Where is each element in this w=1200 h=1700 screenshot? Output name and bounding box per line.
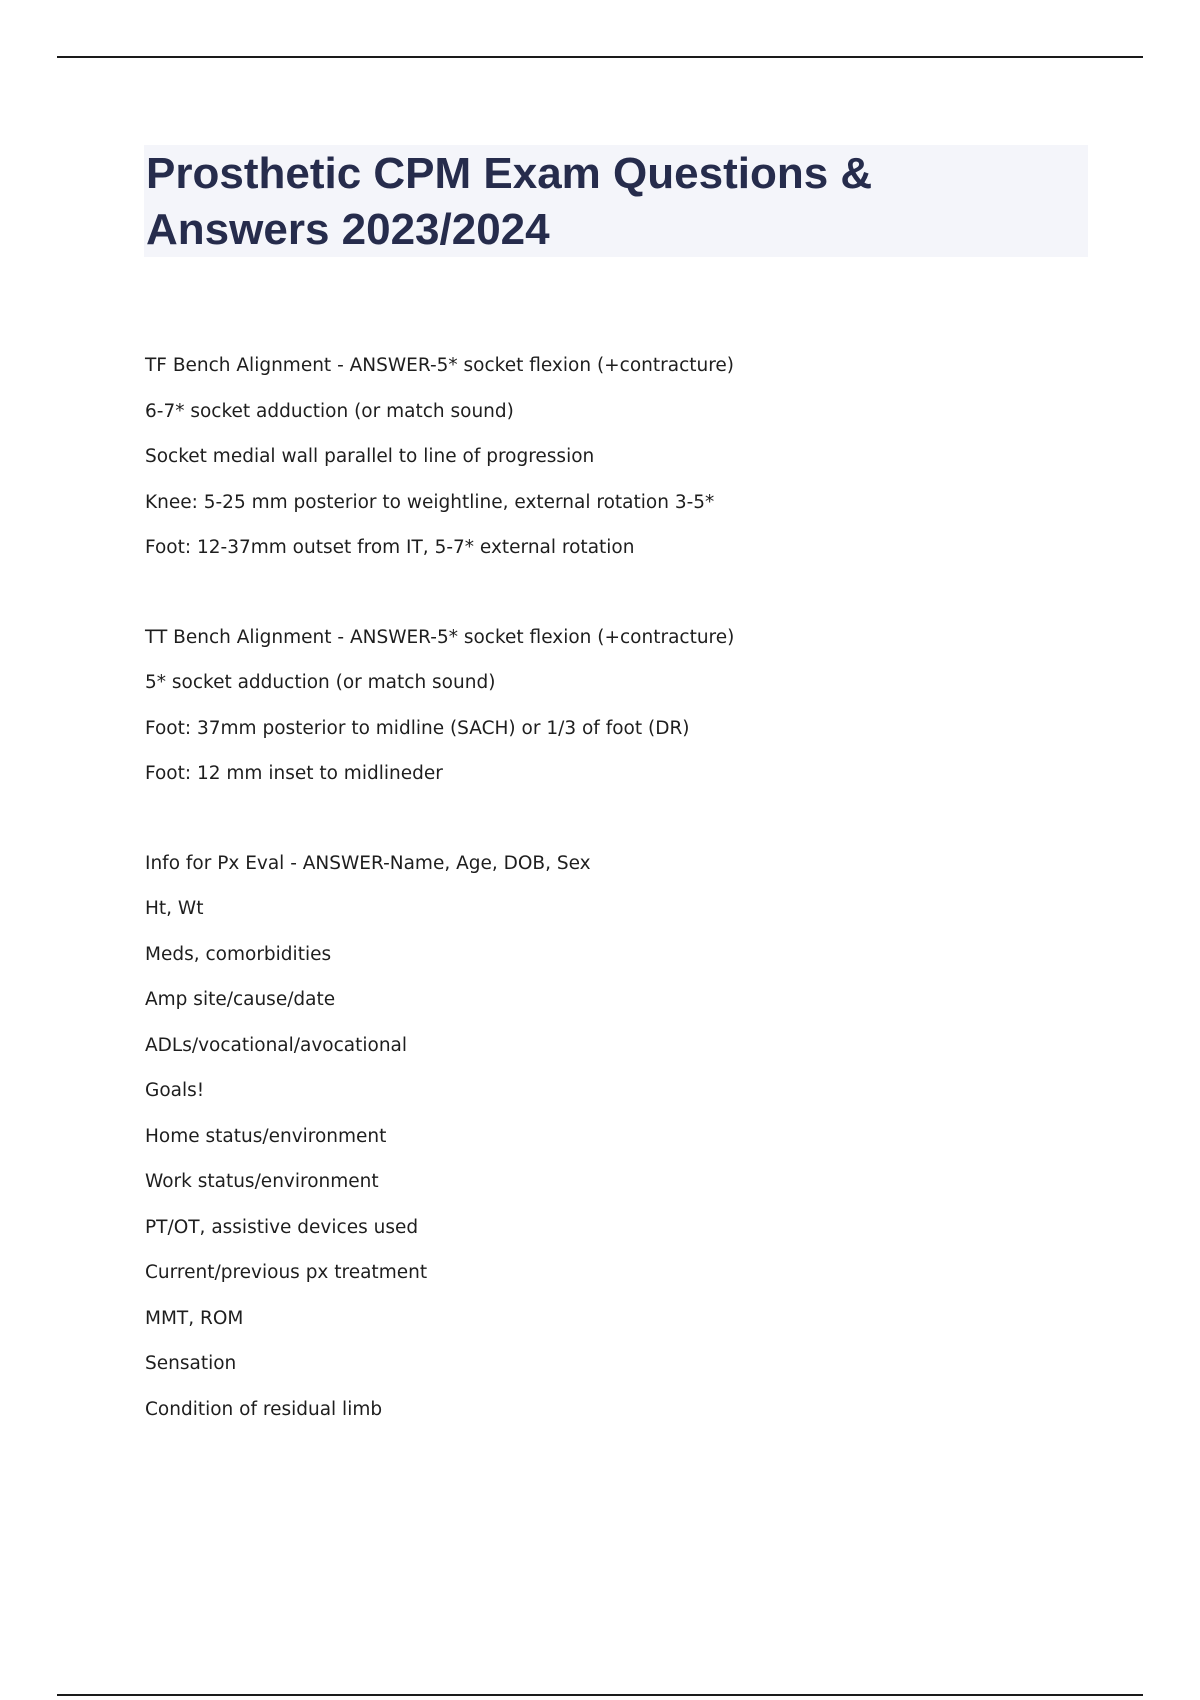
text-line: Amp site/cause/date — [145, 989, 336, 1010]
text-line: Foot: 12-37mm outset from IT, 5-7* external rotation — [145, 537, 635, 558]
text-line: Foot: 12 mm inset to midlineder — [145, 763, 443, 784]
text-line: Current/previous px treatment — [145, 1262, 428, 1283]
text-line: TF Bench Alignment - ANSWER-5* socket flexion (+contracture) — [145, 355, 735, 376]
text-line: Info for Px Eval - ANSWER-Name, Age, DOB, Sex — [145, 852, 591, 874]
text-line: Knee: 5-25 mm posterior to weightline, external rotation 3-5* — [145, 491, 715, 513]
text-line: Foot: 37mm posterior to midline (SACH) or 1/3 of foot (DR) — [145, 717, 690, 739]
text-line: MMT, ROM — [145, 1307, 244, 1329]
text-line: Home status/environment — [145, 1125, 387, 1147]
qa-entry-tt-bench-alignment — [145, 615, 1045, 797]
text-line: 6-7* socket adduction (or match sound) — [145, 400, 514, 422]
text-line: ADLs/vocational/avocational — [145, 1034, 408, 1056]
text-line: Meds, comorbidities — [145, 943, 332, 965]
text-line: Ht, Wt — [145, 898, 204, 919]
text-line: Goals! — [145, 1080, 205, 1101]
text-line: Sensation — [145, 1353, 237, 1374]
text-line: TT Bench Alignment - ANSWER-5* socket flexion (+contracture) — [145, 626, 735, 648]
text-line: Socket medial wall parallel to line of progression — [145, 446, 595, 467]
text-line: 5* socket adduction (or match sound) — [145, 672, 496, 693]
text-line: PT/OT, assistive devices used — [145, 1216, 419, 1238]
text-line: Work status/environment — [145, 1171, 379, 1192]
text-line: Condition of residual limb — [145, 1398, 383, 1420]
qa-entry-tf-bench-alignment — [145, 343, 1045, 571]
top-divider — [57, 56, 1143, 58]
bottom-divider — [57, 1694, 1143, 1696]
page-title: Prosthetic CPM Exam Questions & Answers 2023/2024 — [146, 149, 873, 254]
qa-entry-info-for-px-eval — [145, 841, 1045, 1433]
document-body — [145, 343, 1045, 1476]
